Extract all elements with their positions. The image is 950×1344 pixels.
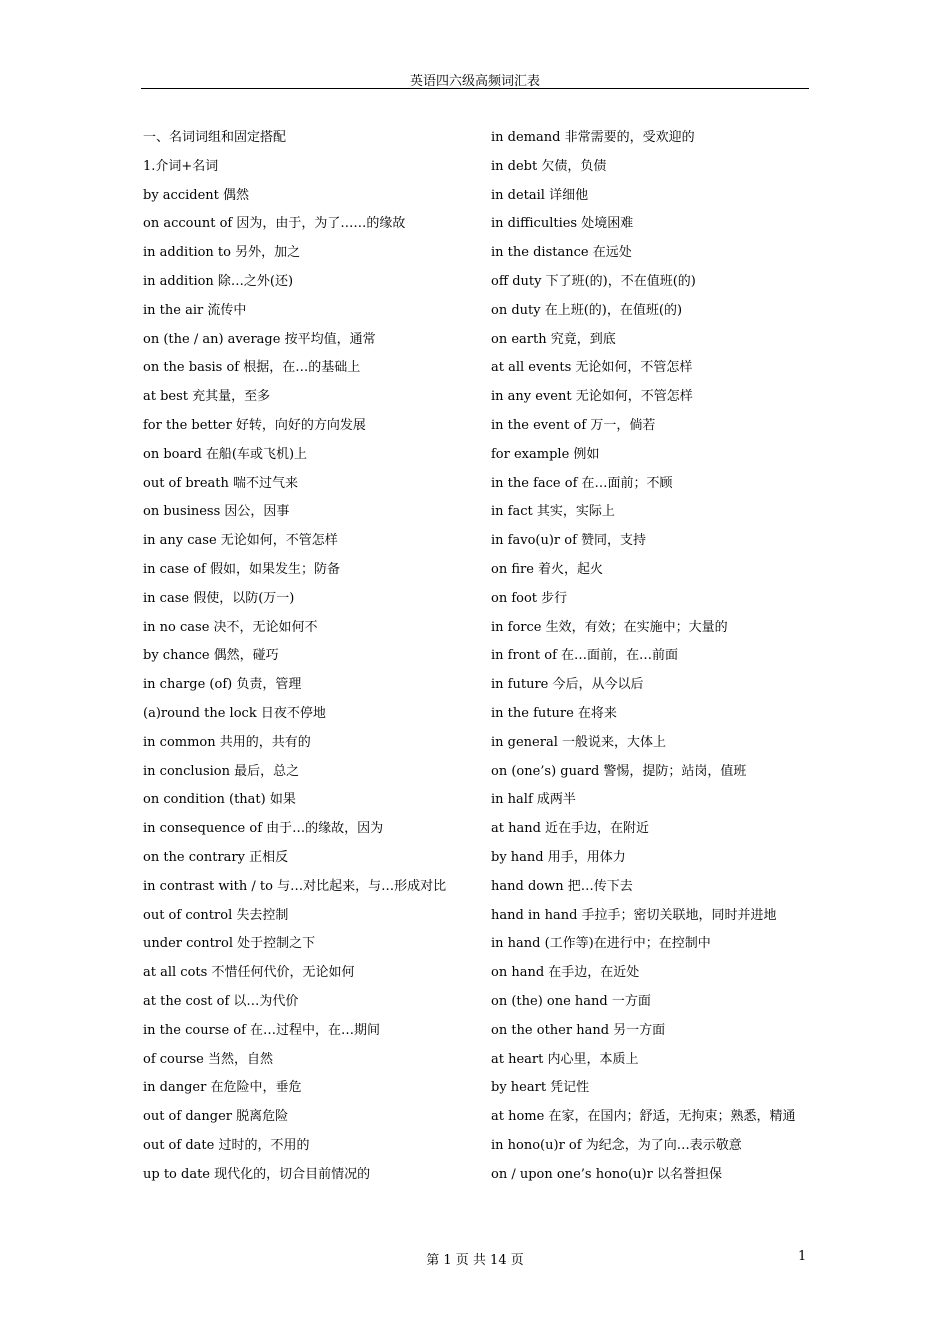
vocab-entry: in general 一般说来，大体上 <box>491 734 666 750</box>
vocab-entry: in the air 流传中 <box>143 302 247 318</box>
vocab-entry: on business 因公，因事 <box>143 504 290 520</box>
vocab-entry: at all cots 不惜任何代价，无论如何 <box>143 965 355 981</box>
vocab-entry: in case of 假如，如果发生；防备 <box>143 561 340 577</box>
vocab-entry: on (one’s) guard 警惕，提防；站岗，值班 <box>491 763 747 779</box>
vocab-entry: hand in hand 手拉手；密切关联地，同时并进地 <box>491 907 777 923</box>
vocab-entry: out of control 失去控制 <box>143 907 289 923</box>
vocab-entry: on (the) one hand 一方面 <box>491 993 651 1009</box>
vocab-entry: in hono(u)r of 为纪念，为了向…表示敬意 <box>491 1137 742 1153</box>
vocab-entry: in debt 欠债，负债 <box>491 158 607 174</box>
vocab-entry: on the basis of 根据，在…的基础上 <box>143 360 361 376</box>
vocab-entry: on / upon one’s hono(u)r 以名誉担保 <box>491 1166 722 1182</box>
vocab-entry: at all events 无论如何，不管怎样 <box>491 360 693 376</box>
vocab-entry: in favo(u)r of 赞同，支持 <box>491 533 647 549</box>
right-column <box>491 124 811 1189</box>
left-column <box>143 124 463 1189</box>
vocab-entry: on condition (that) 如果 <box>143 792 296 808</box>
vocab-entry: at hand 近在手边，在附近 <box>491 821 650 837</box>
vocab-entry: by chance 偶然，碰巧 <box>143 648 279 664</box>
vocab-entry: in common 共用的，共有的 <box>143 734 311 750</box>
vocab-entry: on hand 在手边，在近处 <box>491 965 640 981</box>
vocab-entry: at heart 内心里，本质上 <box>491 1051 639 1067</box>
vocab-entry: for the better 好转，向好的方向发展 <box>143 417 366 433</box>
vocab-entry: in the event of 万一，倘若 <box>491 417 656 433</box>
page-footer-info: 第 1 页 共 14 页 <box>426 1253 524 1268</box>
vocab-entry: at best 充其量，至多 <box>143 389 271 405</box>
vocab-entry: in demand 非常需要的，受欢迎的 <box>491 130 695 145</box>
vocab-entry: by hand 用手，用体力 <box>491 849 626 865</box>
vocab-entry: out of danger 脱离危险 <box>143 1109 289 1125</box>
vocab-entry: at home 在家，在国内；舒适，无拘束；熟悉，精通 <box>491 1109 796 1125</box>
vocab-entry: off duty 下了班(的)，不在值班(的) <box>491 273 696 289</box>
vocab-entry: in any case 无论如何，不管怎样 <box>143 533 338 549</box>
vocab-entry: by accident 偶然 <box>143 187 250 203</box>
vocab-entry: on board 在船(车或飞机)上 <box>143 446 308 462</box>
vocab-entry: on (the / an) average 按平均值，通常 <box>143 331 376 347</box>
vocab-entry: for example 例如 <box>491 446 600 462</box>
vocab-entry: on the other hand 另一方面 <box>491 1022 666 1038</box>
vocab-entry: in consequence of 由于…的缘故，因为 <box>143 821 384 837</box>
vocab-entry: in fact 其实，实际上 <box>491 504 615 520</box>
vocab-entry: by heart 凭记性 <box>491 1080 590 1096</box>
vocab-entry: on duty 在上班(的)，在值班(的) <box>491 302 683 318</box>
vocab-entry: in difficulties 处境困难 <box>491 216 634 232</box>
vocab-entry: in future 今后，从今以后 <box>491 677 644 693</box>
vocab-entry: in any event 无论如何，不管怎样 <box>491 389 693 405</box>
vocab-entry: in hand (工作等)在进行中；在控制中 <box>491 936 711 952</box>
vocab-entry: in case 假使，以防(万一) <box>143 590 295 606</box>
vocab-entry: 一、名词词组和固定搭配 <box>143 130 287 145</box>
vocab-entry: in detail 详细他 <box>491 187 589 203</box>
vocab-entry: on account of 因为，由于，为了……的缘故 <box>143 216 406 232</box>
vocab-entry: out of date 过时的，不用的 <box>143 1137 310 1153</box>
vocab-entry: (a)round the lock 日夜不停地 <box>143 705 326 721</box>
vocab-entry: in the distance 在远处 <box>491 245 632 261</box>
vocab-entry: in charge (of) 负责，管理 <box>143 677 302 693</box>
page-footer-number: 1 <box>798 1249 807 1264</box>
vocab-entry: in conclusion 最后，总之 <box>143 763 300 779</box>
vocab-entry: on earth 究竟，到底 <box>491 331 616 347</box>
vocab-entry: in half 成两半 <box>491 792 576 808</box>
vocab-entry: out of breath 喘不过气来 <box>143 475 299 491</box>
vocab-entry: on the contrary 正相反 <box>143 849 289 865</box>
vocab-entry: in the future 在将来 <box>491 705 617 721</box>
vocab-entry: in addition 除…之外(还) <box>143 273 294 289</box>
header-rule <box>141 88 809 89</box>
vocab-entry: in front of 在…面前，在…前面 <box>491 648 679 664</box>
vocab-entry: in force 生效，有效；在实施中；大量的 <box>491 619 728 635</box>
page-header-title: 英语四六级高频词汇表 <box>409 74 540 89</box>
vocab-entry: under control 处于控制之下 <box>143 936 316 952</box>
vocab-entry: of course 当然，自然 <box>143 1051 273 1067</box>
vocab-entry: in danger 在危险中，垂危 <box>143 1080 302 1096</box>
vocab-entry: in contrast with / to 与…对比起来，与…形成对比 <box>143 878 447 894</box>
vocab-entry: on foot 步行 <box>491 590 568 606</box>
vocab-entry: in no case 决不，无论如何不 <box>143 619 318 635</box>
vocab-entry: 1.介词+名词 <box>143 158 219 174</box>
vocab-entry: in the face of 在…面前；不顾 <box>491 475 673 491</box>
vocab-entry: in the course of 在…过程中，在…期间 <box>143 1022 381 1038</box>
vocab-entry: on fire 着火，起火 <box>491 561 604 577</box>
vocab-entry: up to date 现代化的，切合目前情况的 <box>143 1166 371 1182</box>
vocab-entry: in addition to 另外，加之 <box>143 245 301 261</box>
vocab-entry: at the cost of 以…为代价 <box>143 993 299 1009</box>
vocab-entry: hand down 把…传下去 <box>491 878 633 894</box>
